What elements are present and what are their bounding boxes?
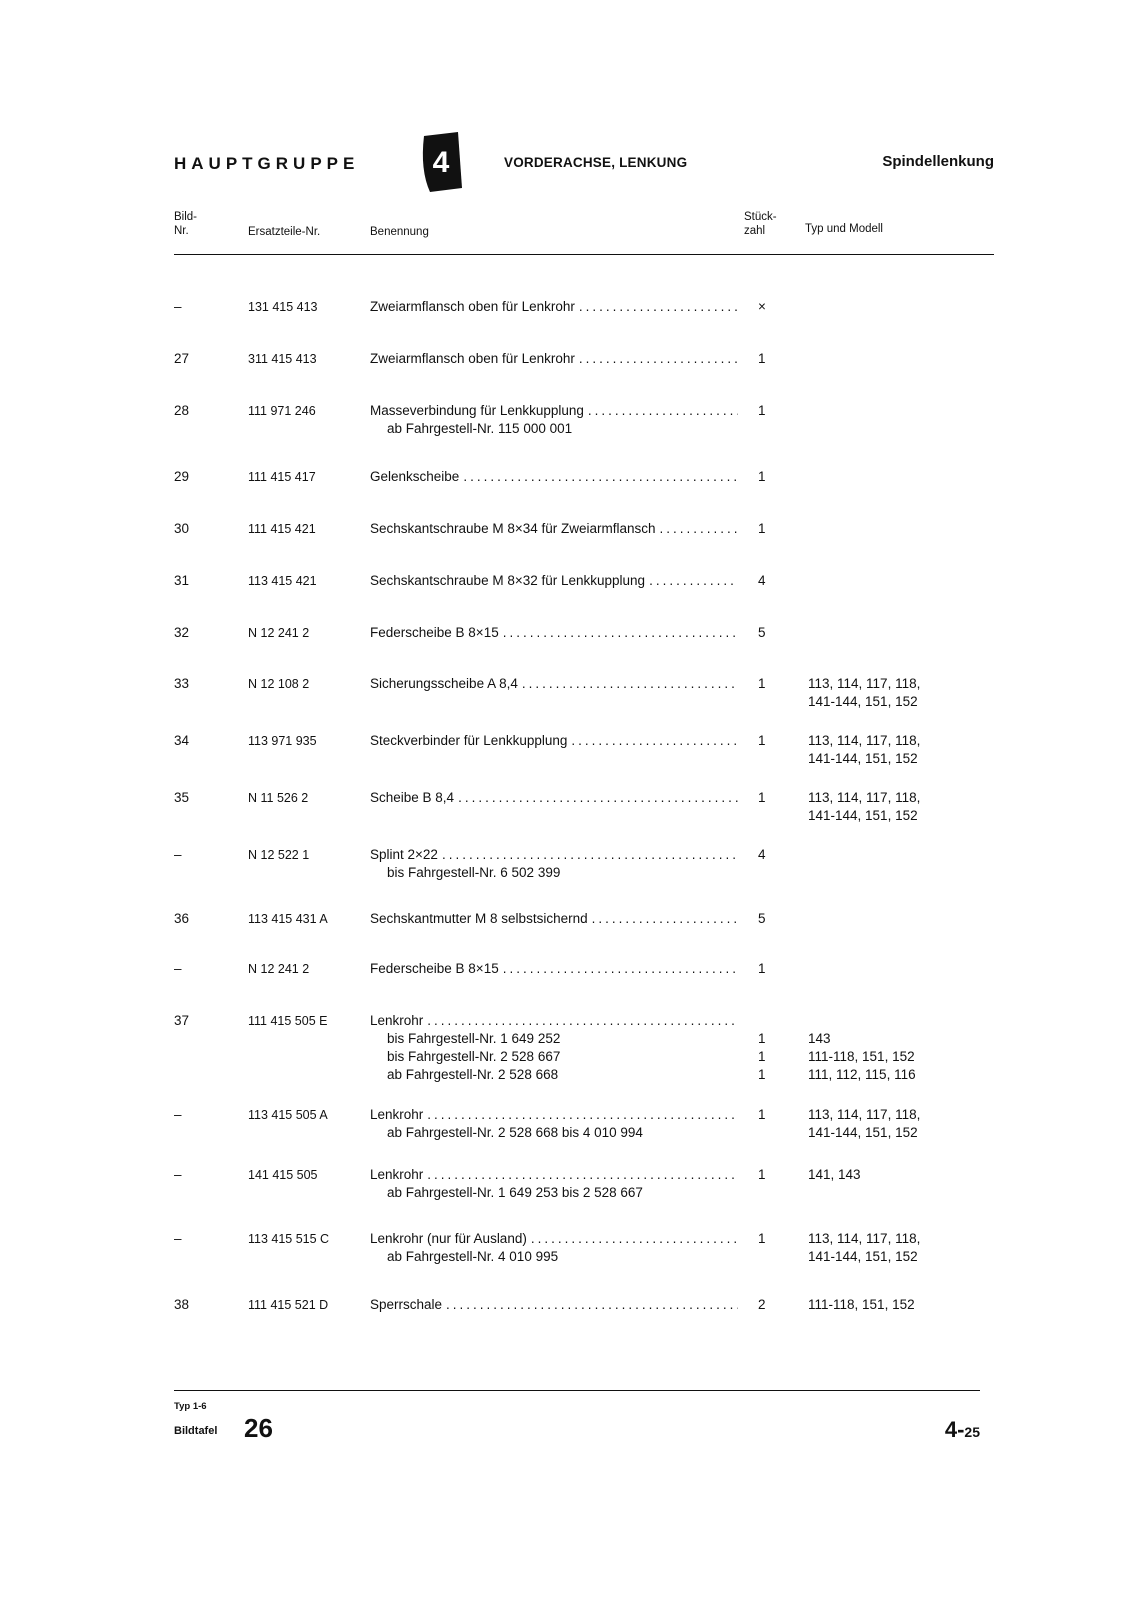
leader-dots	[458, 789, 738, 807]
part-number: 311 415 413	[248, 352, 317, 366]
part-name-text: Steckverbinder für Lenkkupplung	[370, 733, 568, 748]
part-name-text: Sperrschale	[370, 1297, 443, 1312]
model-value: 113, 114, 117, 118,	[808, 676, 921, 691]
quantity-value: 5	[758, 625, 766, 640]
model-list	[808, 732, 998, 768]
quantity	[758, 298, 788, 316]
quantity-value: ×	[758, 299, 766, 314]
table-row	[174, 1106, 994, 1142]
model-value: 141-144, 151, 152	[808, 1249, 918, 1264]
leader-dots	[531, 1230, 738, 1248]
leader-dots	[588, 402, 738, 420]
figure-number: –	[174, 299, 182, 314]
part-description	[370, 624, 738, 642]
quantity-value: 1	[758, 469, 766, 484]
figure-number: –	[174, 1231, 182, 1246]
part-description	[370, 846, 738, 882]
part-note	[370, 1030, 738, 1048]
quantity-value: 4	[758, 573, 766, 588]
figure-number: 37	[174, 1013, 190, 1028]
part-description	[370, 1012, 738, 1084]
figure-number: 31	[174, 573, 190, 588]
col-header-model: Typ und Modell	[805, 223, 883, 235]
group-number-badge-shape	[418, 130, 464, 194]
quantity	[758, 1296, 788, 1314]
part-name-text: bis Fahrgestell-Nr. 6 502 399	[387, 865, 561, 880]
model-value: 141-144, 151, 152	[808, 751, 918, 766]
quantity	[758, 732, 788, 750]
part-name-text: Lenkrohr (nur für Ausland)	[370, 1231, 527, 1246]
part-name	[370, 624, 738, 642]
table-row	[174, 298, 994, 316]
quantity-value: 1	[758, 1031, 766, 1046]
quantity	[758, 789, 788, 807]
part-name	[370, 572, 738, 590]
part-description	[370, 789, 738, 807]
quantity	[758, 960, 788, 978]
part-name	[370, 1166, 738, 1184]
part-note	[370, 1184, 738, 1202]
quantity-value: 1	[758, 961, 766, 976]
part-number: 113 971 935	[248, 734, 317, 748]
quantity-value: 5	[758, 911, 766, 926]
section-title: VORDERACHSE, LENKUNG	[504, 155, 688, 170]
footer-type: Typ 1-6	[174, 1401, 207, 1412]
part-name-text: ab Fahrgestell-Nr. 115 000 001	[387, 421, 573, 436]
table-row	[174, 1012, 994, 1084]
leader-dots	[571, 732, 738, 750]
table-row	[174, 789, 994, 825]
quantity	[758, 1230, 788, 1248]
leader-dots	[463, 468, 738, 486]
part-number: N 12 241 2	[248, 626, 310, 640]
part-description	[370, 675, 738, 693]
part-name	[370, 910, 738, 928]
model-value: 113, 114, 117, 118,	[808, 1107, 921, 1122]
figure-number: –	[174, 1167, 182, 1182]
model-list	[808, 1230, 998, 1266]
quantity	[758, 1106, 788, 1124]
quantity	[758, 350, 788, 368]
figure-number: 28	[174, 403, 190, 418]
part-name	[370, 1106, 738, 1124]
part-name-text: Lenkrohr	[370, 1167, 424, 1182]
table-row	[174, 468, 994, 486]
subsection-title: Spindellenkung	[882, 153, 994, 170]
leader-dots	[522, 675, 738, 693]
page-header	[174, 128, 994, 198]
table-row	[174, 960, 994, 978]
page-number-minor: 25	[964, 1424, 980, 1440]
part-number: 111 415 521 D	[248, 1298, 329, 1312]
table-row	[174, 732, 994, 768]
part-name-text: Splint 2×22	[370, 847, 438, 862]
part-description	[370, 732, 738, 750]
part-name-text: ab Fahrgestell-Nr. 2 528 668	[387, 1067, 559, 1082]
model-value: 111, 112, 115, 116	[808, 1067, 916, 1082]
quantity	[758, 675, 788, 693]
quantity	[758, 910, 788, 928]
leader-dots	[660, 520, 738, 538]
table-row	[174, 675, 994, 711]
model-list	[808, 1012, 998, 1084]
quantity-value: 1	[758, 790, 766, 805]
part-name	[370, 1012, 738, 1030]
figure-number: –	[174, 961, 182, 976]
part-name-text: Federscheibe B 8×15	[370, 625, 499, 640]
model-list	[808, 1166, 998, 1184]
quantity-value: 4	[758, 847, 766, 862]
quantity-value: 1	[758, 1107, 766, 1122]
quantity-value: 1	[758, 676, 766, 691]
quantity	[758, 1166, 788, 1184]
model-list	[808, 1296, 998, 1314]
model-value: 141, 143	[808, 1167, 861, 1182]
quantity	[758, 624, 788, 642]
part-number: N 12 522 1	[248, 848, 310, 862]
part-name-text: Sechskantmutter M 8 selbstsichernd	[370, 911, 588, 926]
part-number: 111 415 421	[248, 522, 316, 536]
leader-dots	[503, 624, 738, 642]
page-number-major: 4-	[944, 1417, 965, 1442]
model-value: 141-144, 151, 152	[808, 808, 918, 823]
model-value: 111-118, 151, 152	[808, 1297, 915, 1312]
part-name	[370, 520, 738, 538]
quantity-value: 1	[758, 1231, 766, 1246]
table-row	[174, 1296, 994, 1314]
col-header-nr: Bild- Nr.	[174, 211, 198, 237]
part-name	[370, 732, 738, 750]
quantity	[758, 846, 788, 864]
part-name	[370, 402, 738, 420]
figure-number: 34	[174, 733, 190, 748]
figure-number: 29	[174, 469, 190, 484]
part-number: 111 415 417	[248, 470, 316, 484]
part-description	[370, 1230, 738, 1266]
part-number: 113 415 505 A	[248, 1108, 328, 1122]
figure-number: 38	[174, 1297, 190, 1312]
part-note	[370, 1048, 738, 1066]
figure-number: 30	[174, 521, 190, 536]
table-row	[174, 572, 994, 590]
column-headers	[174, 210, 994, 255]
part-name-text: Gelenkscheibe	[370, 469, 460, 484]
table-row	[174, 624, 994, 642]
part-name	[370, 350, 738, 368]
col-header-part-number: Ersatzteile-Nr.	[248, 226, 321, 238]
part-name-text: Zweiarmflansch oben für Lenkrohr	[370, 351, 575, 366]
leader-dots	[503, 960, 738, 978]
quantity	[758, 402, 788, 420]
part-description	[370, 468, 738, 486]
part-name	[370, 960, 738, 978]
quantity-value: 1	[758, 1067, 766, 1082]
group-number-badge	[418, 130, 464, 194]
part-name-text: Lenkrohr	[370, 1013, 424, 1028]
model-value: 143	[808, 1031, 831, 1046]
model-list	[808, 789, 998, 825]
quantity	[758, 1012, 788, 1084]
part-description	[370, 520, 738, 538]
part-description	[370, 572, 738, 590]
part-name-text: Scheibe B 8,4	[370, 790, 455, 805]
part-number: 111 971 246	[248, 404, 316, 418]
table-row	[174, 1166, 994, 1202]
part-number: N 11 526 2	[248, 791, 309, 805]
part-description	[370, 960, 738, 978]
col-header-name: Benennung	[370, 226, 429, 238]
table-row	[174, 910, 994, 928]
footer-plate-label: Bildtafel	[174, 1425, 218, 1437]
part-name-text: Masseverbindung für Lenkkupplung	[370, 403, 584, 418]
part-number: 141 415 505	[248, 1168, 318, 1182]
part-name	[370, 1230, 738, 1248]
part-number: N 12 108 2	[248, 677, 310, 691]
leader-dots	[427, 1166, 738, 1184]
model-value: 141-144, 151, 152	[808, 694, 918, 709]
quantity-value: 1	[758, 521, 766, 536]
group-number: 4	[432, 146, 450, 179]
part-number: 131 415 413	[248, 300, 318, 314]
page-footer	[174, 1390, 980, 1451]
part-name	[370, 1296, 738, 1314]
quantity-value	[758, 1012, 788, 1030]
quantity-value: 2	[758, 1297, 766, 1312]
figure-number: 27	[174, 351, 190, 366]
part-description	[370, 910, 738, 928]
quantity	[758, 520, 788, 538]
figure-number: 32	[174, 625, 190, 640]
part-note	[370, 864, 738, 882]
model-value: 113, 114, 117, 118,	[808, 733, 921, 748]
part-description	[370, 350, 738, 368]
part-name	[370, 468, 738, 486]
part-name-text: bis Fahrgestell-Nr. 2 528 667	[387, 1049, 561, 1064]
figure-number: –	[174, 847, 182, 862]
part-number: 113 415 421	[248, 574, 317, 588]
model-list	[808, 675, 998, 711]
part-number: 113 415 431 A	[248, 912, 328, 926]
part-description	[370, 1106, 738, 1142]
part-name-text: ab Fahrgestell-Nr. 1 649 253 bis 2 528 667	[387, 1185, 643, 1200]
part-name-text: bis Fahrgestell-Nr. 1 649 252	[387, 1031, 561, 1046]
table-row	[174, 846, 994, 882]
quantity-value: 1	[758, 1049, 766, 1064]
part-note	[370, 1248, 738, 1266]
leader-dots	[579, 298, 738, 316]
quantity	[758, 572, 788, 590]
leader-dots	[592, 910, 738, 928]
part-name-text: Federscheibe B 8×15	[370, 961, 499, 976]
part-description	[370, 1166, 738, 1202]
part-note	[370, 420, 738, 438]
leader-dots	[442, 846, 738, 864]
part-name	[370, 675, 738, 693]
part-name	[370, 789, 738, 807]
quantity	[758, 468, 788, 486]
part-name-text: ab Fahrgestell-Nr. 4 010 995	[387, 1249, 559, 1264]
table-row	[174, 1230, 994, 1266]
part-name-text: Sechskantschraube M 8×34 für Zweiarmflansch	[370, 521, 656, 536]
part-name-text: Sicherungsscheibe A 8,4	[370, 676, 518, 691]
part-number: 111 415 505 E	[248, 1014, 328, 1028]
part-note	[370, 1124, 738, 1142]
part-name	[370, 846, 738, 864]
figure-number: 36	[174, 911, 190, 926]
table-row	[174, 520, 994, 538]
model-value	[808, 1012, 998, 1030]
part-description	[370, 1296, 738, 1314]
part-number: 113 415 515 C	[248, 1232, 330, 1246]
part-number: N 12 241 2	[248, 962, 310, 976]
leader-dots	[427, 1106, 738, 1124]
part-name-text: Lenkrohr	[370, 1107, 424, 1122]
figure-number: 35	[174, 790, 190, 805]
parts-list	[174, 298, 994, 1344]
footer-plate-number: 26	[244, 1413, 273, 1443]
table-row	[174, 402, 994, 438]
part-name-text: ab Fahrgestell-Nr. 2 528 668 bis 4 010 994	[387, 1125, 643, 1140]
model-value: 113, 114, 117, 118,	[808, 1231, 921, 1246]
figure-number: 33	[174, 676, 190, 691]
model-value: 111-118, 151, 152	[808, 1049, 915, 1064]
quantity-value: 1	[758, 403, 766, 418]
model-value: 113, 114, 117, 118,	[808, 790, 921, 805]
page-number	[945, 1417, 980, 1443]
part-description	[370, 298, 738, 316]
leader-dots	[427, 1012, 738, 1030]
quantity-value: 1	[758, 1167, 766, 1182]
part-description	[370, 402, 738, 438]
leader-dots	[649, 572, 738, 590]
leader-dots	[446, 1296, 738, 1314]
part-name-text: Sechskantschraube M 8×32 für Lenkkupplung	[370, 573, 646, 588]
leader-dots	[579, 350, 738, 368]
model-value: 141-144, 151, 152	[808, 1125, 918, 1140]
col-header-quantity: Stück- zahl	[744, 211, 777, 237]
table-row	[174, 350, 994, 368]
quantity-value: 1	[758, 733, 766, 748]
part-name	[370, 298, 738, 316]
figure-number: –	[174, 1107, 182, 1122]
model-list	[808, 1106, 998, 1142]
part-note	[370, 1066, 738, 1084]
quantity-value: 1	[758, 351, 766, 366]
part-name-text: Zweiarmflansch oben für Lenkrohr	[370, 299, 575, 314]
main-group-label: HAUPTGRUPPE	[174, 154, 360, 173]
